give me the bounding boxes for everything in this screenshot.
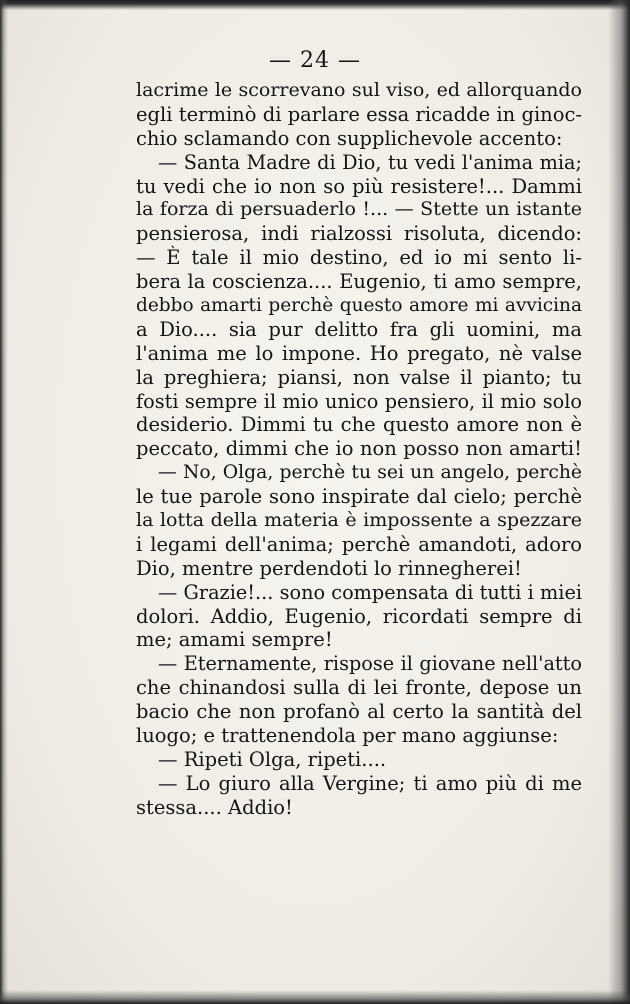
page-number: — 24 —	[269, 48, 361, 73]
text-line: me; amami sempre!	[136, 628, 333, 652]
scan-shadow-right	[608, 0, 630, 1004]
text-line: luogo; e trattenendola per mano aggiunse:	[136, 724, 559, 748]
text-line: — Eternamente, rispose il giovane nell'atto	[158, 652, 582, 676]
text-line: bera la coscienza.... Eugenio, ti amo sempre,	[136, 270, 582, 294]
text-line: a Dio.... sia pur delitto fra gli uomini, ma	[136, 317, 582, 341]
text-line: la preghiera; piansi, non valse il pianto; tu	[136, 365, 582, 389]
text-line: l'anima me lo impone. Ho pregato, nè valse	[136, 341, 582, 365]
text-line: — Ripeti Olga, ripeti....	[158, 747, 387, 771]
text-line: stessa.... Addio!	[136, 795, 293, 819]
text-line: dolori. Addio, Eugenio, ricordati sempre di	[136, 604, 582, 628]
text-line: fosti sempre il mio unico pensiero, il mio solo	[136, 389, 582, 413]
text-line: lacrime le scorrevano sul viso, ed allorquando	[136, 79, 582, 101]
text-line: tu vedi che io non so più resistere!... Dammi	[136, 174, 582, 198]
text-line: la forza di persuaderlo !... — Stette un istante	[136, 198, 582, 221]
text-line: Dio, mentre perdendoti lo rinnegherei!	[136, 556, 522, 580]
text-line: peccato, dimmi che io non posso non amarti!	[136, 437, 582, 461]
text-line: — È tale il mio destino, ed io mi sento li-	[136, 246, 582, 270]
text-line: desiderio. Dimmi tu che questo amore non è	[136, 413, 582, 437]
text-line: — No, Olga, perchè tu sei un angelo, perchè	[158, 462, 582, 484]
text-line: — Grazie!... sono compensata di tutti i miei	[158, 580, 582, 604]
scan-shadow-bottom	[0, 990, 630, 1004]
scan-shadow-top	[0, 0, 630, 10]
text-line: debbo amarti perchè questo amore mi avvicina	[136, 295, 582, 317]
body-text	[136, 79, 582, 820]
scan-shadow-left	[0, 0, 8, 1004]
text-line: — Santa Madre di Dio, tu vedi l'anima mia;	[158, 150, 582, 174]
text-line: che chinandosi sulla di lei fronte, depose un	[136, 676, 582, 700]
text-line: bacio che non profanò al certo la santità del	[136, 700, 582, 724]
text-line: chio sclamando con supplichevole accento:	[136, 126, 563, 150]
text-line: — Lo giuro alla Vergine; ti amo più di me	[158, 771, 582, 795]
text-line: egli terminò di parlare essa ricadde in ginoc-	[136, 102, 582, 126]
text-line: le tue parole sono inspirate dal cielo; perchè	[136, 485, 582, 509]
text-line: la lotta della materia è impossente a spezzare	[136, 509, 582, 532]
text-line: pensierosa, indi rialzossi risoluta, dicendo:	[136, 222, 582, 246]
text-line: i legami dell'anima; perchè amandoti, adoro	[136, 532, 582, 556]
